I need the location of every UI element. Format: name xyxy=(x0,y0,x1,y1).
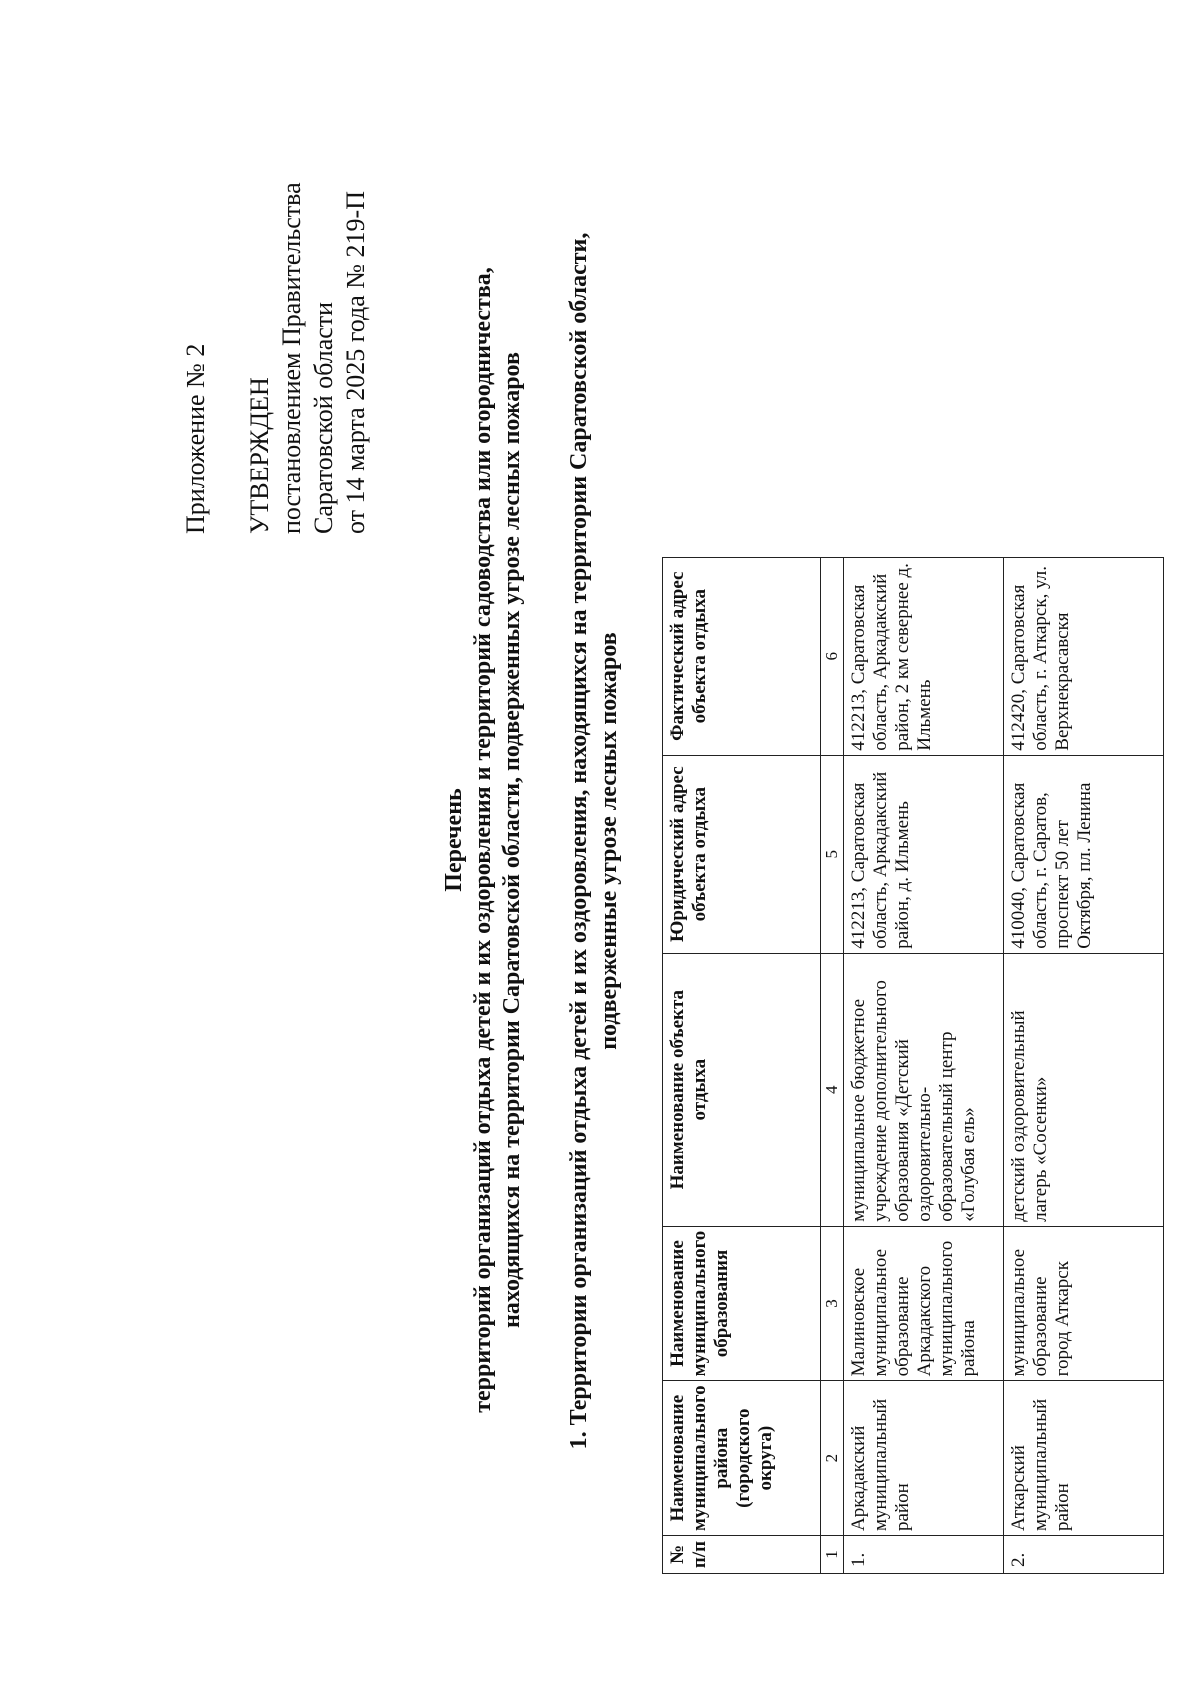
row-number-cell: 2. xyxy=(1004,1536,1164,1574)
registry-table xyxy=(662,557,1164,1574)
facility-name-cell: муниципальное бюджетное учреждение дополнительного образования «Детский оздоровительно-образовательный центр «Голубая ель» xyxy=(844,953,1004,1226)
title-line: территорий организаций отдыха детей и их оздоровления и территорий садоводства или огородничества, xyxy=(470,267,496,1413)
appendix-label: Приложение № 2 xyxy=(181,343,210,534)
column-number: 4 xyxy=(821,953,844,1226)
actual-address-cell: 412213, Саратовская область, Аркадакский район, 2 км севернее д. Ильмень xyxy=(844,557,1004,755)
approval-block xyxy=(244,182,372,534)
table-row xyxy=(1004,557,1164,1573)
municipality-cell: Малиновское муниципальное образование Аркадакского муниципального района xyxy=(844,1226,1004,1381)
district-cell: Аркадакский муниципальный район xyxy=(844,1381,1004,1536)
approval-line: Саратовской области xyxy=(309,301,338,534)
municipality-cell: муниципальное образование город Аткарск xyxy=(1004,1226,1164,1381)
document-title xyxy=(440,200,527,1480)
column-number-row xyxy=(821,557,844,1573)
column-number: 2 xyxy=(821,1381,844,1536)
column-number: 5 xyxy=(821,755,844,953)
column-header: Наименование муниципального образования xyxy=(663,1226,821,1381)
district-cell: Аткарский муниципальный район xyxy=(1004,1381,1164,1536)
title-line: Перечень xyxy=(441,788,467,892)
section-heading-line: 1. Территории организаций отдыха детей и их оздоровления, находящихся на территории Саратовской области, xyxy=(566,232,592,1450)
column-header: Наименование муниципального района (городского округа) xyxy=(663,1381,821,1536)
row-number-cell: 1. xyxy=(844,1536,1004,1574)
legal-address-cell: 410040, Саратовская область, г. Саратов, проспект 50 лет Октября, пл. Ленина xyxy=(1004,755,1164,953)
approval-line: УТВЕРЖДЕН xyxy=(245,377,274,534)
approval-line: от 14 марта 2025 года № 219-П xyxy=(341,191,370,534)
actual-address-cell: 412420, Саратовская область, г. Аткарск, ул. Верхнекрасавскя xyxy=(1004,557,1164,755)
title-line: находящихся на территории Саратовской области, подверженных угрозе лесных пожаров xyxy=(499,352,525,1328)
legal-address-cell: 412213, Саратовская область, Аркадакский район, д. Ильмень xyxy=(844,755,1004,953)
table-row xyxy=(844,557,1004,1573)
table-header-row xyxy=(663,557,821,1573)
facility-name-cell: детский оздоровительный лагерь «Сосенки» xyxy=(1004,953,1164,1226)
column-header: Фактический адрес объекта отдыха xyxy=(663,557,821,755)
column-number: 3 xyxy=(821,1226,844,1381)
column-number: 1 xyxy=(821,1536,844,1574)
column-header: Юридический адрес объекта отдыха xyxy=(663,755,821,953)
section-heading-line: подверженные угрозе лесных пожаров xyxy=(596,632,622,1050)
column-header: № п/п xyxy=(663,1536,821,1574)
section-heading xyxy=(564,196,624,1486)
column-header: Наименование объекта отдыха xyxy=(663,953,821,1226)
column-number: 6 xyxy=(821,557,844,755)
approval-line: постановлением Правительства xyxy=(277,182,306,534)
